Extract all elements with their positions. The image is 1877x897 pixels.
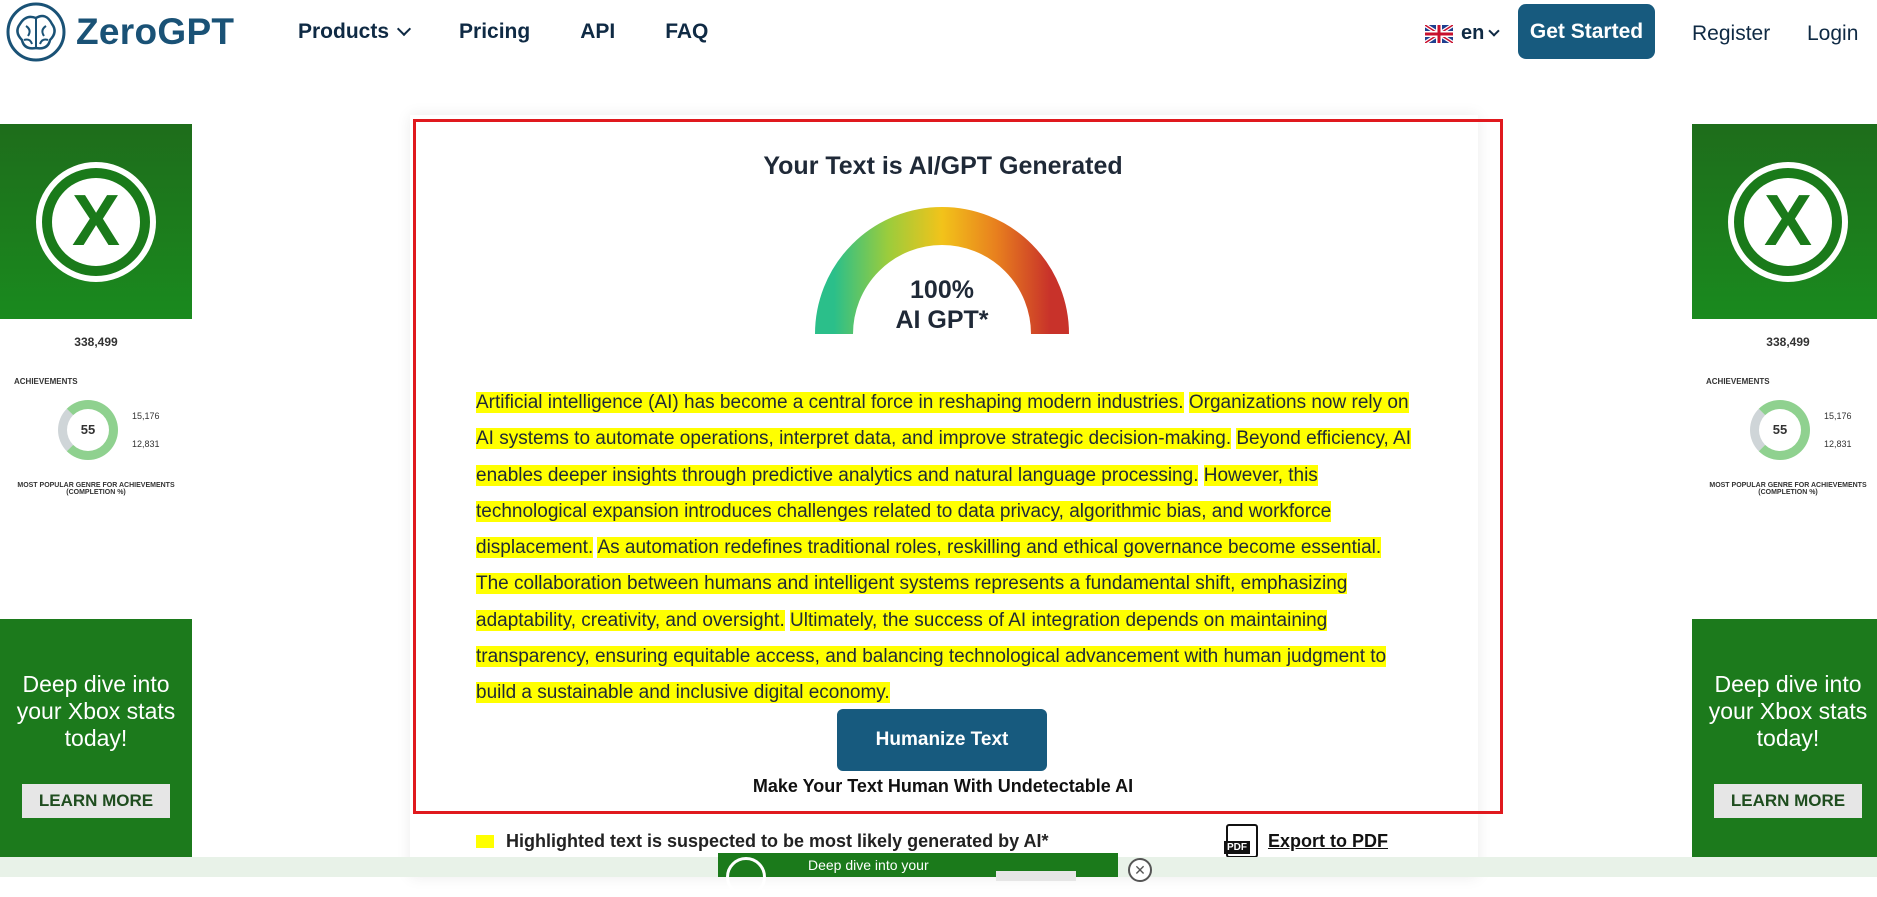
register-link[interactable]: Register [1692, 22, 1771, 45]
ad-genre-title: MOST POPULAR GENRE FOR ACHIEVEMENTS (COMPLETION %) [17, 482, 175, 496]
gauge-label [860, 275, 1024, 335]
ad-achievements-title: ACHIEVEMENTS [14, 377, 78, 386]
highlighted-sentence: Ultimately, the success of AI integration depends on maintaining transparency, ensuring equitable access, and balancing technological advancement with human judgment to build a sustainable and inclusive digital economy. [476, 609, 1387, 704]
menu-pricing[interactable]: Pricing [459, 20, 531, 43]
get-started-button[interactable]: Get Started [1518, 4, 1655, 59]
highlighted-sentence: The collaboration between humans and intelligent systems represents a fundamental shift, emphasizing adaptability, creativity, and oversight. [476, 573, 1348, 631]
xbox-logo-icon: X [36, 162, 156, 282]
ad-stat-b: 12,831 [132, 439, 160, 449]
ad-copy: Deep dive into your Xbox stats today! [16, 671, 176, 751]
bottom-ad-button[interactable] [996, 871, 1076, 881]
language-label: en [1461, 22, 1485, 44]
chevron-down-icon [397, 22, 411, 36]
highlighted-sentence: Artificial intelligence (AI) has become a central force in reshaping modern industries. [476, 392, 1184, 413]
highlight-swatch [476, 835, 494, 848]
ad-stat-a: 15,176 [132, 411, 160, 421]
ad-learn-more-button[interactable]: LEARN MORE [22, 784, 170, 818]
pdf-icon-text: PDF [1224, 841, 1250, 854]
highlighted-sentence: Organizations now rely on AI systems to automate operations, interpret data, and improve strategic decision-making. [476, 392, 1409, 450]
xbox-logo-icon [726, 857, 766, 897]
legend-text: Highlighted text is suspected to be most likely generated by AI* [506, 831, 1049, 851]
ad-genre-title: MOST POPULAR GENRE FOR ACHIEVEMENTS (COMPLETION %) [1709, 482, 1867, 496]
menu-products-label: Products [298, 20, 390, 43]
ad-achievements-title: ACHIEVEMENTS [1706, 377, 1770, 386]
ai-percent: 100% [910, 276, 974, 304]
ad-learn-more-button[interactable]: LEARN MORE [1714, 784, 1862, 818]
analyzed-text [476, 385, 1416, 712]
highlighted-sentence: Beyond efficiency, AI enables deeper insights through predictive analytics and natural language processing. [476, 428, 1412, 486]
chevron-down-icon [1489, 25, 1500, 36]
pdf-icon [1226, 824, 1258, 858]
menu-products[interactable] [298, 20, 409, 44]
main-menu [298, 20, 758, 44]
bottom-ad-banner[interactable] [718, 853, 1118, 877]
highlighted-sentence: However, this technological expansion introduces challenges related to data privacy, algorithmic bias, and workforce displacement. [476, 464, 1332, 559]
humanize-text-button[interactable]: Humanize Text [837, 709, 1047, 771]
export-pdf-label: Export to PDF [1268, 830, 1388, 851]
ad-header [1692, 124, 1877, 319]
result-title: Your Text is AI/GPT Generated [763, 152, 1123, 180]
menu-faq[interactable]: FAQ [665, 20, 709, 43]
highlight-legend [476, 831, 1048, 852]
ad-stat-value: 338,499 [1766, 335, 1810, 349]
brand-name: ZeroGPT [76, 11, 235, 52]
uk-flag-icon [1425, 25, 1453, 43]
highlighted-sentence: As automation redefines traditional roles, reskilling and ethical governance become essential. [597, 537, 1382, 559]
menu-api[interactable]: API [580, 20, 616, 43]
login-link[interactable]: Login [1807, 22, 1859, 45]
ad-stat-a: 15,176 [1824, 411, 1852, 421]
ad-header [0, 124, 192, 319]
export-pdf-link[interactable] [1226, 824, 1388, 858]
xbox-logo-icon: X [1728, 162, 1848, 282]
ad-donut: 55 [1750, 400, 1810, 460]
ai-gpt-label: AI GPT* [895, 306, 989, 334]
ad-stat-value: 338,499 [74, 335, 118, 349]
ad-stats-card [1692, 319, 1877, 619]
top-navbar [0, 0, 1877, 70]
close-icon[interactable]: ✕ [1128, 858, 1152, 882]
logo[interactable] [4, 0, 234, 64]
ad-copy: Deep dive into your Xbox stats today! [1708, 671, 1868, 751]
bottom-ad-copy: Deep dive into your [808, 857, 929, 873]
humanize-subtitle: Make Your Text Human With Undetectable AI [752, 776, 1134, 796]
brain-logo-icon [4, 0, 68, 64]
left-ad-banner[interactable] [0, 124, 192, 857]
ad-stats-card [0, 319, 192, 619]
right-ad-banner[interactable] [1692, 124, 1877, 857]
ad-donut: 55 [58, 400, 118, 460]
ad-stat-b: 12,831 [1824, 439, 1852, 449]
language-selector[interactable] [1425, 22, 1498, 45]
